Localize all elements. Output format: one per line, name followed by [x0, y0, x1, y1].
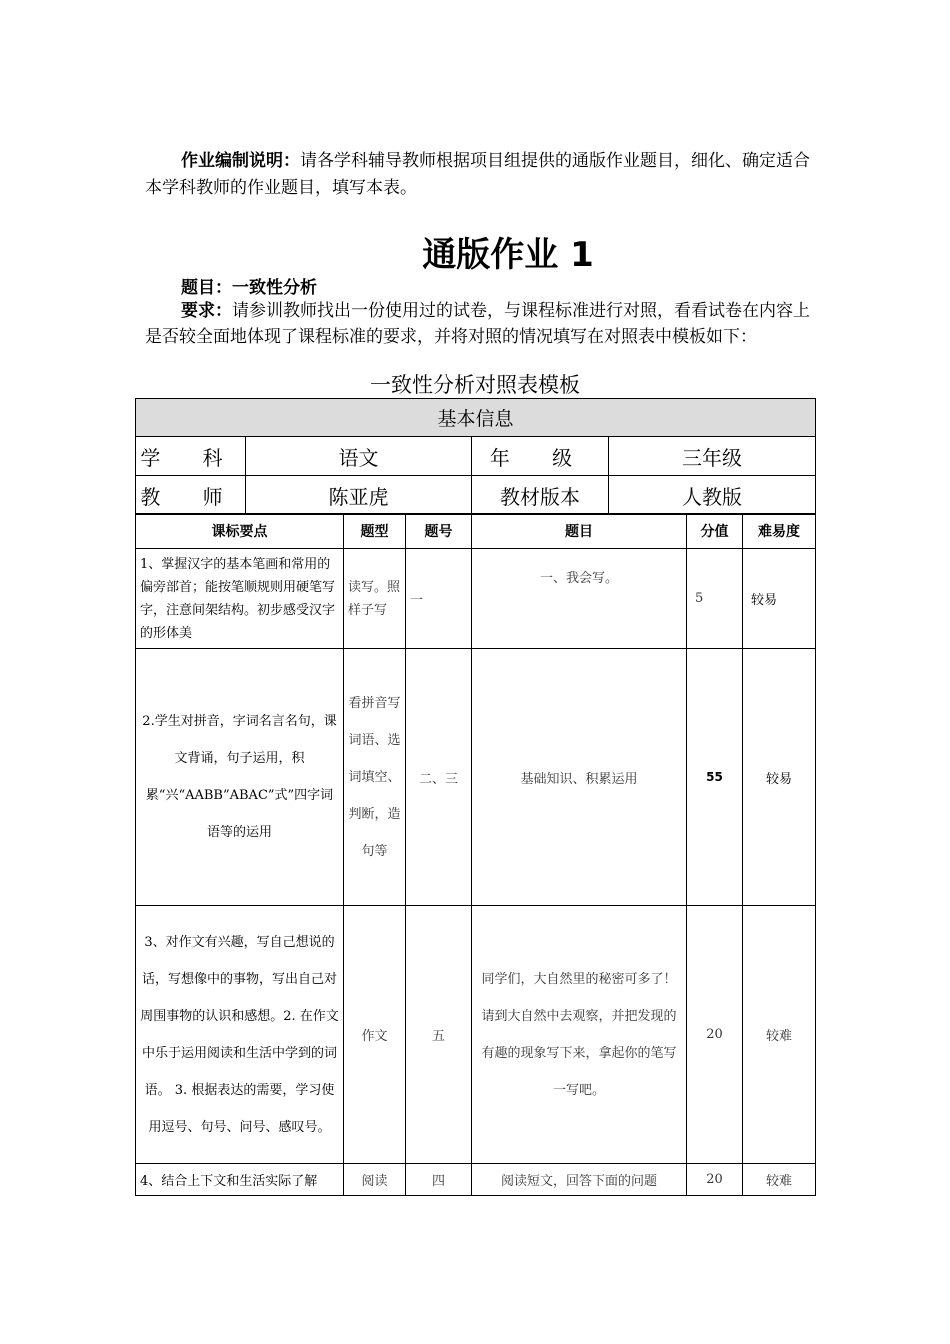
edition-label: 教材版本	[472, 476, 609, 515]
requirement-paragraph	[145, 298, 825, 350]
intro-paragraph	[145, 148, 825, 202]
subject-label: 学 科	[136, 437, 246, 476]
col-header-score: 分值	[687, 514, 743, 549]
table-title: 一致性分析对照表模板	[370, 373, 580, 397]
row-question: 同学们，大自然里的秘密可多了！请到大自然中去观察，并把发现的有趣的现象写下来，拿起你的笔写一写吧。	[472, 906, 687, 1164]
row-type: 读写。照样子写	[344, 549, 406, 649]
requirement-text: 请参训教师找出一份使用过的试卷，与课程标准进行对照，看看试卷在内容上是否较全面地体现了课程标准的要求，并将对照的情况填写在对照表中模板如下：	[145, 301, 810, 347]
edition-value: 人教版	[609, 476, 816, 515]
row-type: 阅读	[344, 1164, 406, 1196]
row-difficulty: 较易	[743, 549, 816, 649]
row-number: 五	[406, 906, 472, 1164]
grade-value: 三年级	[609, 437, 816, 476]
row-score: 5	[687, 549, 743, 649]
row-type: 看拼音写词语、选词填空、判断，造句等	[344, 649, 406, 906]
teacher-value: 陈亚虎	[246, 476, 472, 515]
row-difficulty: 较难	[743, 1164, 816, 1196]
intro-label: 作业编制说明：	[181, 151, 300, 171]
row-difficulty: 较难	[743, 906, 816, 1164]
row-number: 四	[406, 1164, 472, 1196]
row-point: 2.学生对拼音，字词名言名句，课文背诵，句子运用，积累“兴“AABB”ABAC”式”四字词语等的运用	[136, 649, 344, 906]
table-row	[136, 1164, 816, 1196]
col-header-point: 课标要点	[136, 514, 344, 549]
main-title: 通版作业 1	[422, 235, 594, 275]
row-question: 一、我会写。	[472, 549, 687, 649]
row-score: 20	[687, 1164, 743, 1196]
row-type: 作文	[344, 906, 406, 1164]
row-number: 二、三	[406, 649, 472, 906]
row-question: 基础知识、积累运用	[472, 649, 687, 906]
grade-label: 年 级	[472, 437, 609, 476]
row-score: 55	[687, 649, 743, 906]
table-header-row	[136, 514, 816, 549]
row-question: 阅读短文，回答下面的问题	[472, 1164, 687, 1196]
basic-info-header: 基本信息	[136, 399, 816, 437]
basic-info-table	[135, 398, 816, 515]
col-header-difficulty: 难易度	[743, 514, 816, 549]
col-header-number: 题号	[406, 514, 472, 549]
row-point: 1、掌握汉字的基本笔画和常用的偏旁部首；能按笔顺规则用硬笔写字，注意间架结构。初步感受汉字的形体美	[136, 549, 344, 649]
subject-value: 语文	[246, 437, 472, 476]
col-header-question: 题目	[472, 514, 687, 549]
row-score: 20	[687, 906, 743, 1164]
intro-text: 请各学科辅导教师根据项目组提供的通版作业题目，细化、确定适合本学科教师的作业题目，填写本表。	[145, 151, 810, 198]
col-header-type: 题型	[344, 514, 406, 549]
requirement-label: 要求：	[181, 301, 232, 321]
topic-line: 题目：一致性分析	[181, 278, 317, 298]
teacher-label: 教 师	[136, 476, 246, 515]
row-point: 4、结合上下文和生活实际了解	[136, 1164, 344, 1196]
table-row	[136, 906, 816, 1164]
table-row	[136, 549, 816, 649]
row-difficulty: 较易	[743, 649, 816, 906]
table-row	[136, 649, 816, 906]
alignment-table	[135, 513, 816, 1196]
row-point: 3、对作文有兴趣，写自己想说的话，写想像中的事物，写出自己对周围事物的认识和感想。2. 在作文中乐于运用阅读和生活中学到的词语。 3. 根据表达的需要，学习使用逗号、句号、问号、感叹号。	[136, 906, 344, 1164]
row-number: 一	[406, 549, 472, 649]
